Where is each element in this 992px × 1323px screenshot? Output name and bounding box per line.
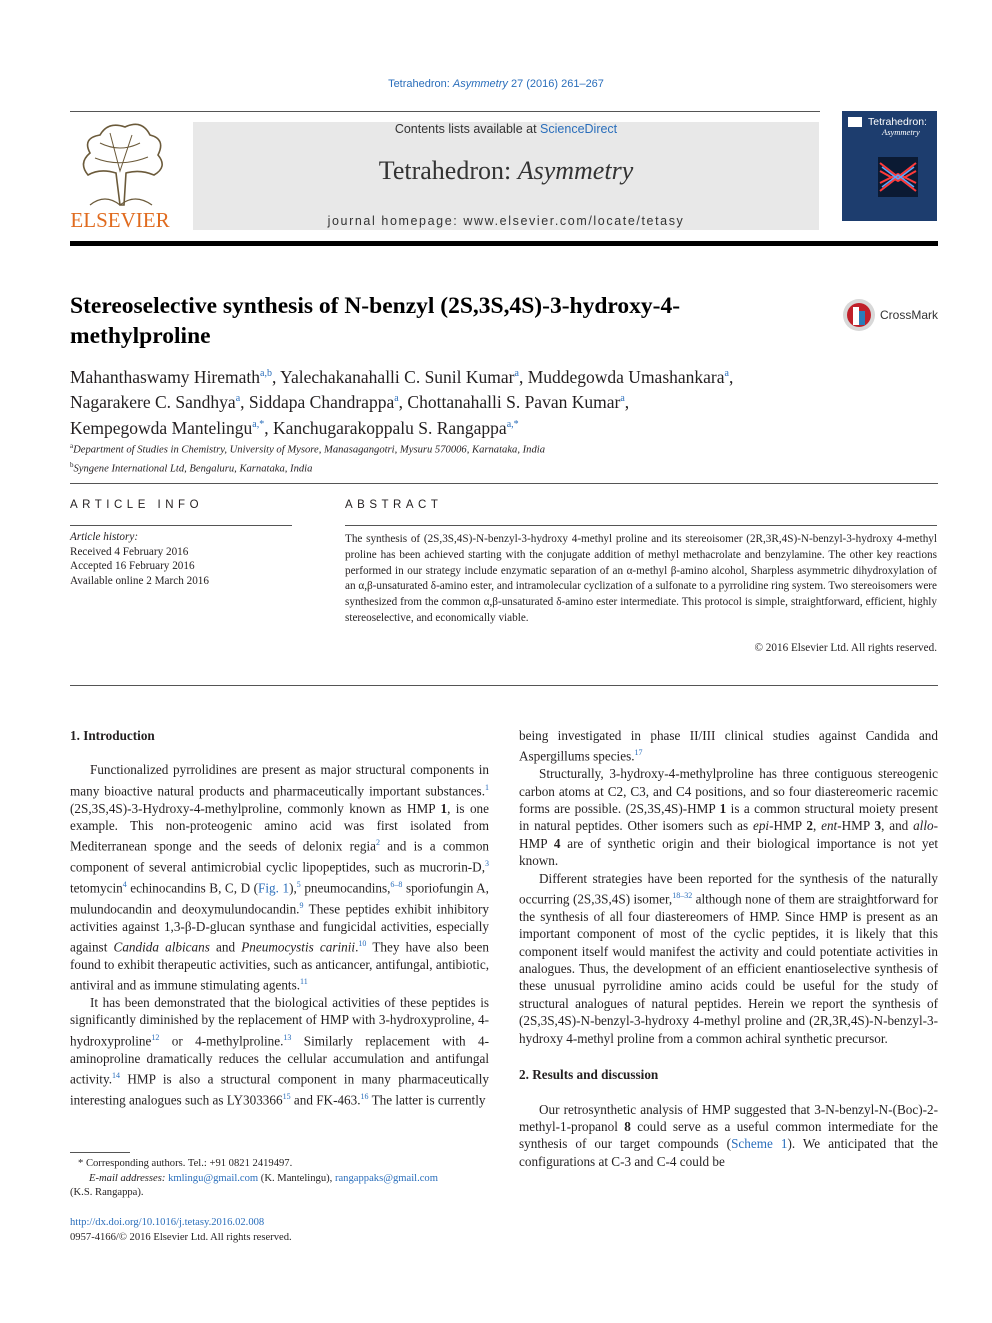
email-mantelingu[interactable]: kmlingu@gmail.com — [168, 1172, 259, 1184]
doi-link[interactable]: http://dx.doi.org/10.1016/j.tetasy.2016.02.008 — [70, 1217, 265, 1228]
header-rule — [70, 111, 820, 112]
abstract-bottom-rule — [70, 685, 938, 686]
journal-citation[interactable]: Tetrahedron: Asymmetry 27 (2016) 261–267 — [388, 78, 604, 90]
affiliations — [70, 439, 930, 476]
intro-paragraph-1: Functionalized pyrrolidines are present as major structural components in many bioactive natural products and pharmaceutically important substances.$^1$ (2S,3S,4S)-3-Hydroxy-4-methylproline, commonly known as HMP 1, is one example. This non-proteogenic amino acid was first isolated from Mediterranean sponge and the seeds of delonix regia$^2$ and is a common component of several antimicrobial cyclic lipopeptides, such as mucrorin-D,$^3$ tetomycin$^4$ echinocandins B, C, D (Fig. 1),$^5$ pneumocandins,$^{6-8}$ sporiofungin A, mulundocandin and deoxymulundocandin.$^9$ These peptides exhibit inhibitory activities against 1,3-β-D-glucan synthase and fungicidal activities, especially against Candida albicans and Pneumocystis carinii.$^{10}$ They have also been found to exhibit therapeutic activities, such as anticancer, antifungal, antibiotic, antiviral and as immune stimulating agents.$^{11}$ — [70, 762, 490, 993]
abstract-heading: ABSTRACT — [345, 499, 443, 511]
section-1-heading: 1. Introduction — [70, 728, 155, 743]
elsevier-tree-icon — [70, 113, 170, 233]
crossmark-icon — [842, 298, 876, 332]
author-line-2: Nagarakere C. Sandhya$^a$, Siddapa Chandrappa$^a$, Chottanahalli S. Pavan Kumar$^a$, — [70, 392, 630, 413]
footnotes: * Corresponding authors. Tel.: +91 0821 2419497. E-mail addresses: kmlingu@gmail.com (K. Mantelingu), rangappaks@gmail.com (K.S. Rangappa). — [70, 1157, 490, 1201]
info-heading-rule — [70, 525, 292, 526]
strategies-paragraph: Different strategies have been reported for the synthesis of the naturally occurring (2S,3S,4S) isomer,$^{18-32}$ although none of them are straightforward for the synthesis of all four diastereomers of HMP. Since HMP is present as an important component of most of the cyclic peptides, it is likely that this component itself would manifest the activity and could potentiate activities in analogues. Thus, the development of an efficient enantioselective synthesis of these unusual pyrrolidine amino acids could be useful for the study of structural analogues of natural peptides. Herein we report the synthesis of (2S,3S,4S)-N-benzyl-3-hydroxy 4-methyl proline and (2R,3R,4S)-N-benzyl-3-hydroxy 4-methyl proline from a common achiral synthetic precursor. — [519, 870, 938, 1046]
elsevier-logo — [70, 113, 170, 233]
article-info-heading: ARTICLE INFO — [70, 499, 204, 511]
abstract-copyright: © 2016 Elsevier Ltd. All rights reserved. — [754, 642, 937, 654]
footnote-rule — [70, 1152, 130, 1153]
results-paragraph-1: Our retrosynthetic analysis of HMP suggested that 3-N-benzyl-N-(Boc)-2-methyl-1-propanol 8 could serve as a useful common intermediate for the synthesis of our target compounds (Scheme 1). We anticipated that the configurations at C-3 and C-4 could be — [519, 1101, 938, 1169]
cover-art-icon — [878, 157, 918, 197]
right-column — [519, 727, 938, 1170]
abstract-text: The synthesis of (2S,3S,4S)-N-benzyl-3-hydroxy 4-methyl proline and its stereoisomer (2R,3R,4S)-N-benzyl-3-hydroxy 4-methyl proline has been achieved starting with the conjugate addition of methyl methacrolate and benzylamine. The other key reactions performed in our strategy include enzymatic separation of an α-methyl β-amino alcohol, Sharpless asymmetric dihydroxylation of an α,β-unsaturated δ-amino ester, and intramolecular cyclization of a sulfonate to a pyrrolidine ring system. Two stereoisomers were synthesized from the common α,β-unsaturated δ-amino ester intermediate. This protocol is simple, straightforward, efficient, highly stereoselective, and economically viable. — [345, 533, 937, 624]
structure-paragraph: Structurally, 3-hydroxy-4-methylproline has three contiguous stereogenic carbon atoms at C2, C3, and C4 positions, and so four diastereomeric racemic forms are possible. (2S,3S,4S)-HMP 1 is a common structural moiety present in natural peptides. Other isomers such as epi-HMP 2, ent-HMP 3, and allo-HMP 4 are of synthetic origin and their biological importance is not yet known. — [519, 766, 938, 869]
section-2-heading: 2. Results and discussion — [519, 1067, 659, 1083]
cover-logo-icon — [848, 117, 862, 127]
figure-1-link[interactable]: Fig. 1 — [258, 880, 290, 896]
email-rangappa[interactable]: rangappaks@gmail.com — [334, 1172, 438, 1184]
header-thick-rule — [70, 241, 938, 246]
email-line: E-mail addresses: kmlingu@gmail.com (K. Mantelingu), rangappaks@gmail.com — [89, 1172, 438, 1184]
continued-paragraph: being investigated in phase II/III clinical studies against Candida and Aspergillums species.$^{17}$ — [519, 728, 938, 764]
scheme-1-link[interactable]: Scheme 1 — [731, 1136, 788, 1152]
article-history: Article history: Received 4 February 2016 Accepted 16 February 2016 Available online 2 March 2016 — [70, 531, 209, 587]
article-title: Stereoselective synthesis of N-benzyl (2S,3S,4S)-3-hydroxy-4- methylproline — [70, 293, 681, 349]
journal-title: Tetrahedron: Asymmetry — [378, 156, 634, 185]
author-line-3: Kempegowda Mantelingu$^{a,*}$, Kanchugarakoppalu S. Rangappa$^{a,*}$ — [70, 417, 519, 438]
contents-line: Contents lists available at ScienceDirect — [394, 122, 618, 136]
abstract-heading-rule — [345, 525, 937, 526]
intro-paragraph-2: It has been demonstrated that the biological activities of these peptides is significantly diminished by the replacement of HMP with 3-hydroxyproline, 4-hydroxyproline$^{12}$ or 4-methylproline.$^{13}$ Similarly replacement with 4-aminoproline dramatically reduces the cellular accumulation and antifungal activity.$^{14}$ HMP is also a structural component in many pharmaceutically interesting analogues such as LY303366$^{15}$ and FK-463.16 The latter is currently — [70, 995, 489, 1108]
info-top-rule — [70, 483, 938, 484]
journal-homepage[interactable]: journal homepage: www.elsevier.com/locate/tetasy — [327, 214, 685, 228]
author-line-1: Mahanthaswamy Hiremath$^{a,b}$, Yalechakanahalli C. Sunil Kumar$^a$, Muddegowda Umashankara$^a$, — [70, 366, 734, 387]
cover-footer — [842, 221, 937, 229]
svg-text:ELSEVIER: ELSEVIER — [70, 208, 170, 232]
sciencedirect-link[interactable]: ScienceDirect — [540, 122, 618, 136]
crossmark-badge[interactable]: CrossMark — [842, 298, 942, 334]
affiliation-a: $^a$Department of Studies in Chemistry, University of Mysore, Manasagangotri, Mysuru 570006, Karnataka, India — [70, 442, 545, 456]
doi-block: http://dx.doi.org/10.1016/j.tetasy.2016.02.008 0957-4166/© 2016 Elsevier Ltd. All rights reserved. — [70, 1216, 490, 1245]
journal-cover-image: Tetrahedron: Asymmetry — [842, 111, 937, 229]
left-column — [70, 727, 489, 1109]
journal-banner — [193, 122, 819, 230]
affiliation-b: $^b$Syngene International Ltd, Bengaluru, Karnataka, India — [70, 460, 313, 475]
author-list — [70, 363, 930, 439]
